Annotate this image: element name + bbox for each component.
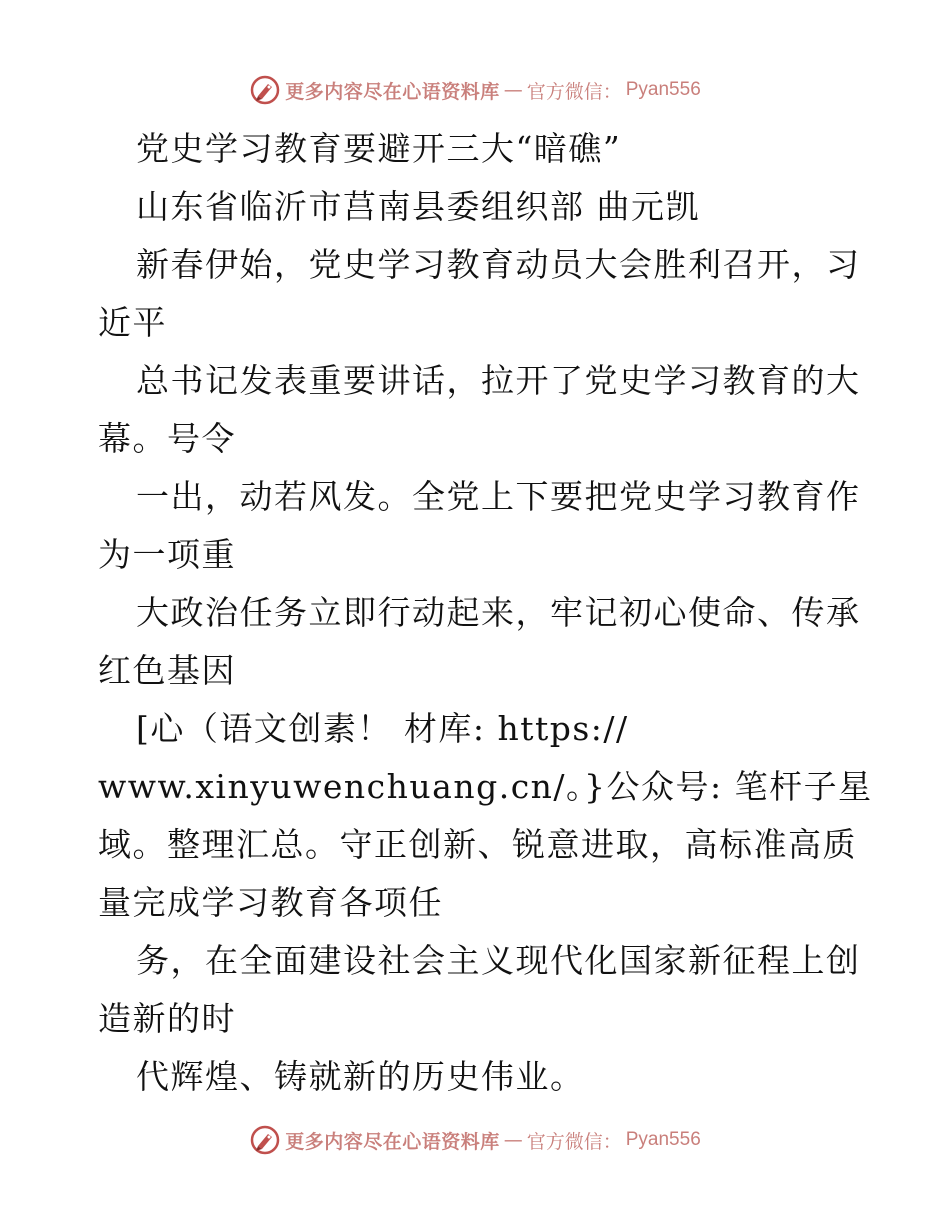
paragraph-line: 红色基因 — [98, 651, 236, 690]
footer-watermark — [0, 1120, 950, 1160]
watermark-brand-text: 更多内容尽在心语资料库 — [285, 1130, 500, 1153]
source-link-line: www.xinyuwenchuang.cn/。}公众号: 笔杆子星 — [98, 767, 873, 806]
watermark-separator: — — [503, 1129, 523, 1151]
header-watermark — [0, 70, 950, 110]
paragraph-line: 造新的时 — [98, 999, 236, 1038]
paragraph-line: 代辉煌、铸就新的历史伟业。 — [136, 1057, 585, 1096]
paragraph-line: 为一项重 — [98, 535, 236, 574]
source-link-line: [心（语文创素！ 材库: https:// — [136, 709, 629, 748]
paragraph-line: 量完成学习教育各项任 — [98, 883, 443, 922]
watermark-contact-label: 官方微信： — [526, 1130, 622, 1153]
paragraph-line: 域。整理汇总。守正创新、锐意进取，高标准高质 — [98, 825, 857, 864]
paragraph-line: 务，在全面建设社会主义现代化国家新征程上创 — [136, 941, 861, 980]
document-body — [98, 120, 873, 1106]
pen-nib-logo-icon — [249, 74, 281, 106]
paragraph-line: 幕。号令 — [98, 419, 236, 458]
author-line: 山东省临沂市莒南县委组织部 曲元凯 — [136, 187, 700, 226]
watermark-contact-label: 官方微信： — [526, 80, 622, 103]
document-title: 党史学习教育要避开三大“暗礁” — [136, 129, 622, 168]
watermark-brand-text: 更多内容尽在心语资料库 — [285, 80, 500, 103]
paragraph-line: 总书记发表重要讲话，拉开了党史学习教育的大 — [136, 361, 861, 400]
paragraph-line: 近平 — [98, 303, 167, 342]
watermark-separator: — — [503, 79, 523, 101]
paragraph-line: 新春伊始，党史学习教育动员大会胜利召开，习 — [136, 245, 861, 284]
pen-nib-logo-icon — [249, 1124, 281, 1156]
paragraph-line: 大政治任务立即行动起来，牢记初心使命、传承 — [136, 593, 861, 632]
watermark-contact-id: Pyan556 — [625, 79, 701, 100]
paragraph-line: 一出，动若风发。全党上下要把党史学习教育作 — [136, 477, 861, 516]
watermark-contact-id: Pyan556 — [625, 1129, 701, 1150]
